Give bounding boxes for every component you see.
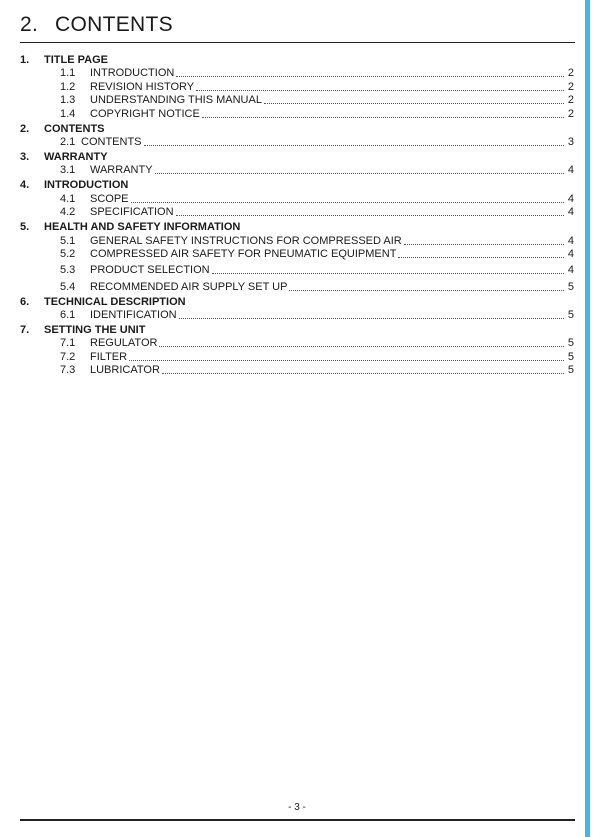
dot-leader <box>404 244 564 245</box>
section-title: TITLE PAGE <box>44 54 108 66</box>
entry-title: COPYRIGHT NOTICE <box>90 107 200 120</box>
entry-page: 5 <box>567 280 574 293</box>
entry-title: CONTENTS <box>81 135 142 148</box>
toc-entry[interactable] <box>20 107 574 120</box>
dot-leader <box>289 290 564 291</box>
section-number: 3. <box>20 150 30 163</box>
toc-section-heading[interactable] <box>20 123 574 136</box>
entry-title: SPECIFICATION <box>90 206 174 219</box>
entry-number: 1.1 <box>60 67 76 80</box>
entry-number: 7.2 <box>60 350 76 363</box>
toc-section-heading[interactable] <box>20 221 574 234</box>
section-title: TECHNICAL DESCRIPTION <box>44 295 186 308</box>
toc-section-5 <box>20 221 574 294</box>
side-accent-rule <box>585 0 590 837</box>
dot-leader <box>144 145 565 146</box>
entry-number: 1.4 <box>60 107 76 120</box>
entry-page: 2 <box>567 80 574 93</box>
toc-section-heading[interactable] <box>20 179 574 192</box>
dot-leader <box>176 215 564 216</box>
section-number: 5. <box>20 221 30 234</box>
entry-number: 3.1 <box>60 164 76 177</box>
toc-entry[interactable] <box>20 350 574 363</box>
entry-number: 5.4 <box>60 280 76 293</box>
section-title: HEALTH AND SAFETY INFORMATION <box>44 221 241 234</box>
entry-number: 7.3 <box>60 364 76 377</box>
toc-section-heading[interactable] <box>20 296 574 309</box>
section-title: CONTENTS <box>44 122 105 135</box>
entry-page: 5 <box>567 309 574 322</box>
entry-page: 4 <box>567 264 574 277</box>
footer-page-number: - 3 - <box>288 802 306 813</box>
entry-page: 4 <box>567 206 574 219</box>
toc-section-7 <box>20 324 574 377</box>
entry-number: 4.1 <box>60 192 76 205</box>
dot-leader <box>196 90 564 91</box>
entry-title: WARRANTY <box>90 164 153 177</box>
entry-title: COMPRESSED AIR SAFETY FOR PNEUMATIC EQUIPMENT <box>90 247 397 260</box>
entry-title: PRODUCT SELECTION <box>90 264 210 277</box>
page-title-number: 2. <box>20 13 39 36</box>
toc-section-6 <box>20 296 574 322</box>
toc-section-heading[interactable] <box>20 324 574 337</box>
entry-page: 3 <box>567 135 574 148</box>
dot-leader <box>212 273 564 274</box>
dot-leader <box>162 373 564 374</box>
entry-number: 1.3 <box>60 94 76 107</box>
toc-entry[interactable] <box>20 280 574 293</box>
title-divider <box>20 42 575 43</box>
section-title: WARRANTY <box>44 150 108 163</box>
entry-page: 5 <box>567 364 574 377</box>
toc-section-4 <box>20 179 574 219</box>
toc-entry[interactable] <box>20 80 574 93</box>
toc-entry[interactable] <box>20 264 574 277</box>
toc-section-heading[interactable] <box>20 54 574 67</box>
entry-page: 2 <box>567 107 574 120</box>
entry-page: 5 <box>567 350 574 363</box>
entry-number: 1.2 <box>60 80 76 93</box>
entry-page: 5 <box>567 337 574 350</box>
entry-number: 5.1 <box>60 234 76 247</box>
toc-entry[interactable] <box>20 67 574 80</box>
section-number: 1. <box>20 54 30 66</box>
toc-section-3 <box>20 151 574 177</box>
section-number: 4. <box>20 179 30 192</box>
footer-divider <box>20 819 575 821</box>
entry-number: 5.2 <box>60 247 76 260</box>
dot-leader <box>179 318 564 319</box>
entry-number: 2.1 <box>60 135 76 148</box>
section-number: 7. <box>20 324 30 337</box>
entry-title: GENERAL SAFETY INSTRUCTIONS FOR COMPRESSED AIR <box>90 234 402 247</box>
entry-title: LUBRICATOR <box>90 364 160 377</box>
toc-entry[interactable] <box>20 164 574 177</box>
toc-entry[interactable] <box>20 206 574 219</box>
entry-title: FILTER <box>90 350 128 363</box>
entry-title: RECOMMENDED AIR SUPPLY SET UP <box>90 280 288 293</box>
dot-leader <box>398 257 564 258</box>
toc-section-1 <box>20 54 574 121</box>
entry-page: 4 <box>567 247 574 260</box>
page-title-text: CONTENTS <box>55 13 173 36</box>
entry-title: REGULATOR <box>90 337 158 350</box>
toc-entry[interactable] <box>20 337 574 350</box>
entry-title: REVISION HISTORY <box>90 80 195 93</box>
entry-number: 5.3 <box>60 264 76 277</box>
page-title <box>20 13 173 37</box>
entry-title: UNDERSTANDING THIS MANUAL <box>90 94 262 107</box>
entry-page: 2 <box>567 94 574 107</box>
toc-section-heading[interactable] <box>20 151 574 164</box>
toc-section-2 <box>20 123 574 149</box>
toc-entry[interactable] <box>20 192 574 205</box>
entry-title: IDENTIFICATION <box>90 309 177 322</box>
entry-number: 6.1 <box>60 309 76 322</box>
table-of-contents <box>20 54 574 379</box>
dot-leader <box>264 103 564 104</box>
dot-leader <box>159 346 564 347</box>
toc-entry[interactable] <box>20 309 574 322</box>
dot-leader <box>155 173 564 174</box>
dot-leader <box>129 360 564 361</box>
entry-page: 4 <box>567 192 574 205</box>
entry-title: SCOPE <box>90 192 129 205</box>
toc-entry[interactable] <box>20 248 574 261</box>
toc-entry[interactable] <box>20 234 574 247</box>
toc-entry[interactable] <box>20 136 574 149</box>
section-title: INTRODUCTION <box>44 179 129 192</box>
dot-leader <box>176 76 564 77</box>
section-number: 6. <box>20 295 30 308</box>
entry-page: 4 <box>567 164 574 177</box>
toc-entry[interactable] <box>20 364 574 377</box>
entry-page: 2 <box>567 67 574 80</box>
dot-leader <box>131 202 564 203</box>
dot-leader <box>202 117 564 118</box>
section-number: 2. <box>20 122 30 135</box>
entry-number: 4.2 <box>60 206 76 219</box>
entry-number: 7.1 <box>60 337 76 350</box>
entry-page: 4 <box>567 234 574 247</box>
toc-entry[interactable] <box>20 94 574 107</box>
entry-title: INTRODUCTION <box>90 67 175 80</box>
section-title: SETTING THE UNIT <box>44 324 146 337</box>
